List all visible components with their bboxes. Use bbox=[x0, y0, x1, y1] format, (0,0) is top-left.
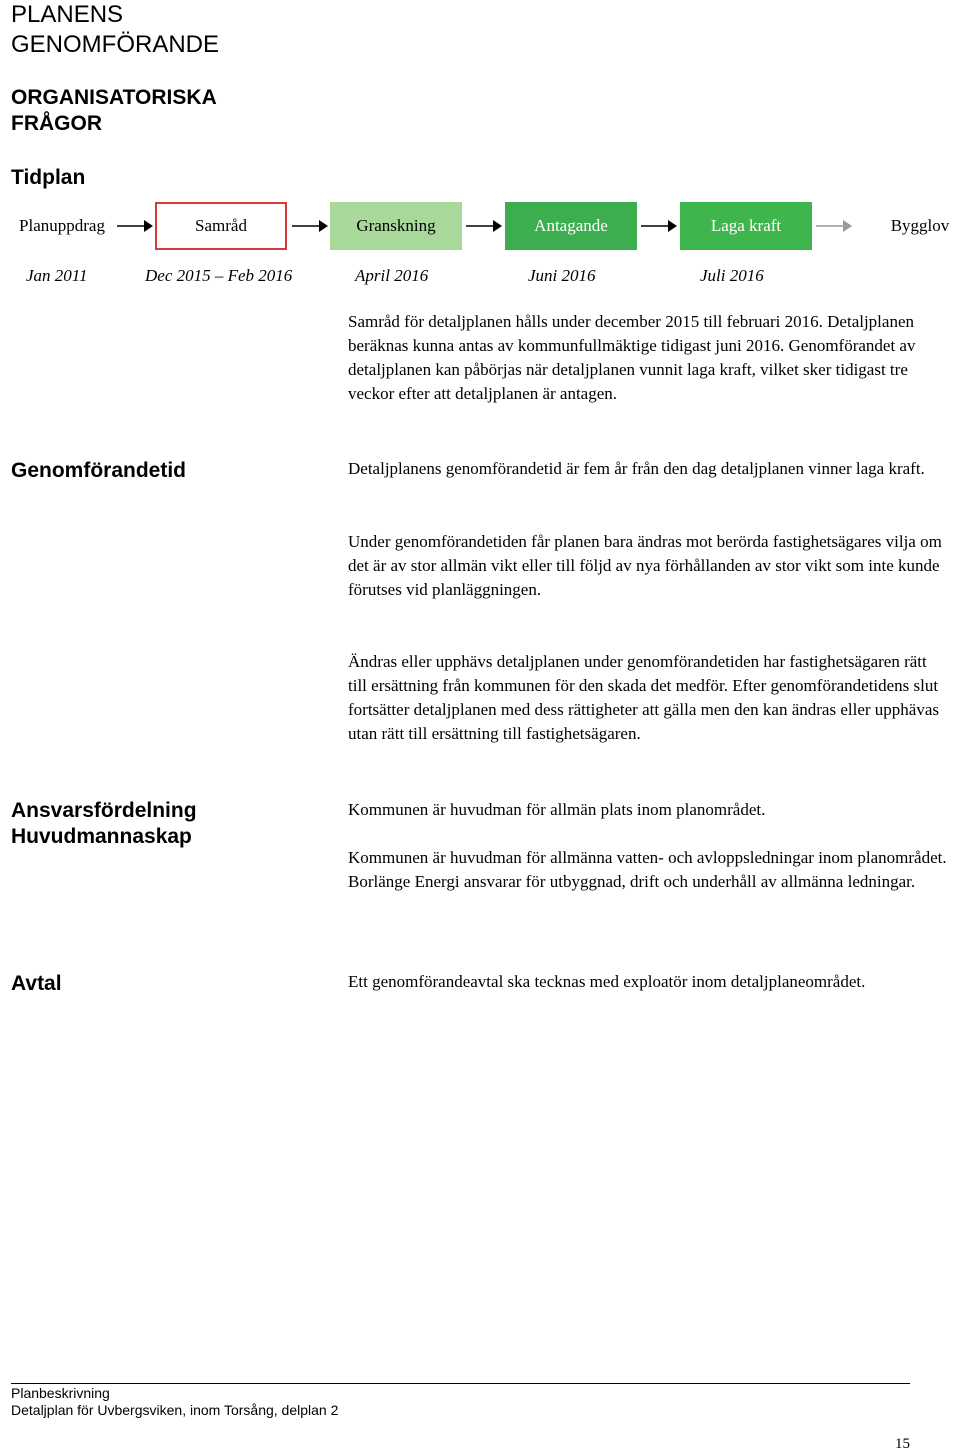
timeline-date: Juni 2016 bbox=[528, 266, 596, 285]
ansvar-heading-line1: Ansvarsfördelning bbox=[11, 799, 197, 822]
ansvar-paragraph-1: Kommunen är huvudman för allmän plats inom planområdet. bbox=[348, 800, 766, 819]
avtal-heading: Avtal bbox=[11, 972, 62, 995]
avtal-paragraph: Ett genomförandeavtal ska tecknas med exploatör inom detaljplaneområdet. bbox=[348, 972, 866, 991]
footer-doc-type: Planbeskrivning bbox=[11, 1385, 110, 1401]
tidplan-heading: Tidplan bbox=[11, 166, 86, 189]
genomforandetid-paragraph-1: Detaljplanens genomförandetid är fem år från den dag detaljplanen vinner laga kraft. bbox=[348, 459, 925, 478]
arrow-right-icon bbox=[641, 218, 677, 234]
page-number: 15 bbox=[895, 1436, 910, 1452]
arrow-right-icon bbox=[466, 218, 502, 234]
timeline-step-bygglov: Bygglov bbox=[890, 216, 950, 235]
timeline-date: April 2016 bbox=[355, 266, 429, 285]
timeline-date: Dec 2015 – Feb 2016 bbox=[145, 266, 293, 285]
timeline bbox=[0, 198, 960, 258]
timeline-step-planuppdrag: Planuppdrag bbox=[19, 216, 105, 235]
section-heading-line1: ORGANISATORISKA bbox=[11, 86, 217, 109]
arrow-right-icon bbox=[292, 218, 328, 234]
section-heading bbox=[11, 85, 217, 137]
page-title-line1: PLANENS bbox=[11, 1, 124, 28]
arrow-right-icon bbox=[117, 218, 153, 234]
ansvar-paragraph-2: Kommunen är huvudman för allmänna vatten- och avloppsledningar inom planområdet. Borlänge Energi ansvarar för utbyggnad, drift och underhåll av allmänna ledningar. bbox=[348, 848, 947, 891]
tidplan-text: Samråd för detaljplanen hålls under december 2015 till februari 2016. Detaljplanen beräknas kunna antas av kommunfullmäktige tidigast juni 2016. Genomförandet av detaljplanen kan påbörjas när detaljplanen vunnit laga kraft, vilket sker tidigast tre veckor efter att detaljplanen är antagen. bbox=[348, 312, 916, 403]
genomforandetid-paragraph-2: Under genomförandetiden får planen bara ändras mot berörda fastighetsägares vilja om det är av stor allmän vikt eller till följd av nya förhållanden av stor vikt som inte kunde förutses vid planläggningen. bbox=[348, 532, 942, 599]
genomforandetid-paragraph-3: Ändras eller upphävs detaljplanen under genomförandetiden har fastighetsägaren rätt till ersättning från kommunen för den skada det medför. Efter genomförandetidens slut fortsätter detaljplanen med dess rättigheter att gälla men den kan ändras eller upphävas utan rätt till ersättning till fastighetsägaren. bbox=[348, 652, 939, 743]
footer-divider bbox=[11, 1383, 910, 1384]
timeline-step-antagande: Antagande bbox=[505, 202, 637, 250]
arrow-right-icon bbox=[816, 218, 852, 234]
footer-doc-title: Detaljplan för Uvbergsviken, inom Torsång, delplan 2 bbox=[11, 1402, 339, 1418]
page-title-line2: GENOMFÖRANDE bbox=[11, 31, 220, 58]
ansvar-heading-line2: Huvudmannaskap bbox=[11, 825, 192, 848]
page-title bbox=[11, 0, 219, 60]
timeline-step-laga-kraft: Laga kraft bbox=[680, 202, 812, 250]
timeline-step-granskning: Granskning bbox=[330, 202, 462, 250]
timeline-date: Juli 2016 bbox=[700, 266, 764, 285]
section-heading-line2: FRÅGOR bbox=[11, 112, 102, 135]
timeline-step-samrad: Samråd bbox=[155, 202, 287, 250]
ansvar-heading bbox=[11, 798, 197, 850]
timeline-date: Jan 2011 bbox=[26, 266, 88, 285]
timeline-dates bbox=[0, 266, 960, 290]
genomforandetid-heading: Genomförandetid bbox=[11, 459, 187, 482]
